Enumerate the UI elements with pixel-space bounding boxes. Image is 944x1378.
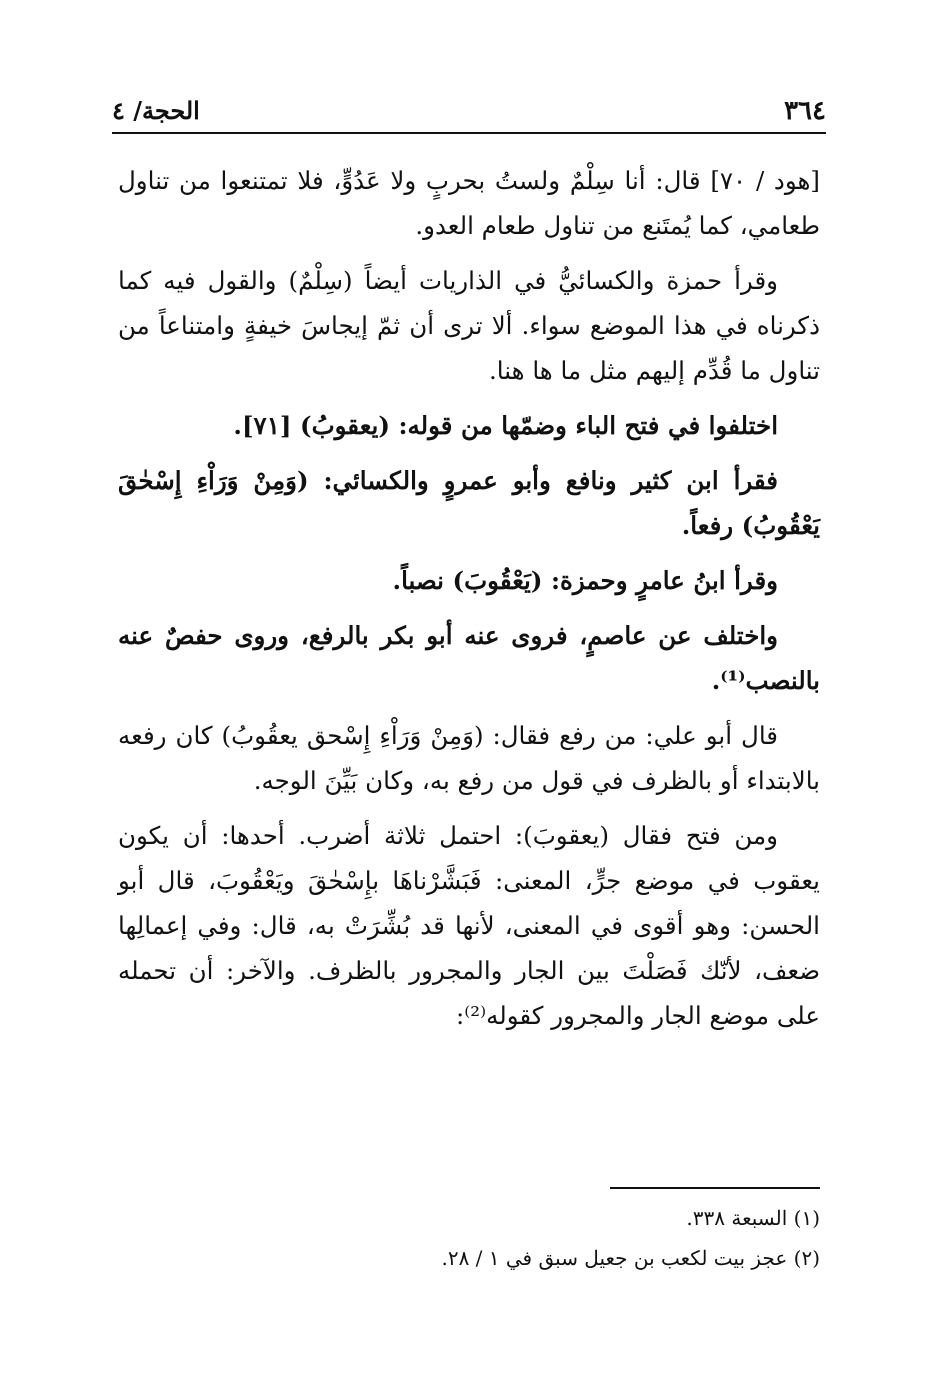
- paragraph-3: اختلفوا في فتح الباء وضمّها من قوله: (يعقوبُ) [٧١].: [233, 411, 778, 440]
- paragraph-1: [هود / ٧٠] قال: أنا سِلْمٌ ولستُ بحربٍ ولا عَدُوٍّ، فلا تمتنعوا من تناول طعامي، كما يُمتَنع من تناول طعام العدو.: [118, 166, 820, 240]
- footnote-separator: [610, 1187, 820, 1189]
- footnote-2: (٢) عجز بيت لكعب بن جعيل سبق في ١ / ٢٨.: [441, 1246, 820, 1270]
- page-body: [118, 158, 820, 1048]
- running-title: الحجة/ ٤: [112, 96, 200, 125]
- page-number: ٣٦٤: [784, 96, 826, 126]
- paragraph-2: وقرأ حمزة والكسائيُّ في الذاريات أيضاً (سِلْمٌ) والقول فيه كما ذكرناه في هذا الموضع سواء. ألا ترى أن ثمّ إيجاسَ خيفةٍ وامتناعاً من تناول ما قُدِّم إليهم مثل ما ها هنا.: [118, 266, 820, 385]
- paragraph-6: واختلف عن عاصمٍ، فروى عنه أبو بكر بالرفع، وروى حفصٌ عنه بالنصب⁽¹⁾.: [118, 621, 820, 695]
- paragraph-8: ومن فتح فقال (يعقوبَ): احتمل ثلاثة أضرب. أحدها: أن يكون يعقوب في موضع جرٍّ، المعنى: فَبَشَّرْناهَا بإِسْحٰقَ ويَعْقُوبَ، قال أبو الحسن: وهو أقوى في المعنى، لأنها قد بُشِّرَتْ به، قال: وفي إعمالِها ضعف، لأنّك فَصَلْتَ بين الجار والمجرور بالظرف. والآخر: أن تحمله على موضع الجار والمجرور كقوله⁽²⁾:: [118, 821, 820, 1030]
- paragraph-7: قال أبو علي: من رفع فقال: (وَمِنْ وَرَاْءِ إِسْحق يعقُوبُ) كان رفعه بالابتداء أو بالظرف في قول من رفع به، وكان بَيِّنَ الوجه.: [118, 721, 820, 795]
- paragraph-5: وقرأ ابنُ عامرٍ وحمزة: (يَعْقُوبَ) نصباً.: [392, 566, 778, 595]
- footnotes: [118, 1198, 820, 1278]
- paragraph-4: فقرأ ابن كثير ونافع وأبو عمروٍ والكسائي: (وَمِنْ وَرَاْءِ إِسْحٰقَ يَعْقُوبُ) رفعاً.: [118, 466, 820, 540]
- page-header: [112, 92, 826, 134]
- footnote-1: (١) السبعة ٣٣٨.: [686, 1206, 820, 1230]
